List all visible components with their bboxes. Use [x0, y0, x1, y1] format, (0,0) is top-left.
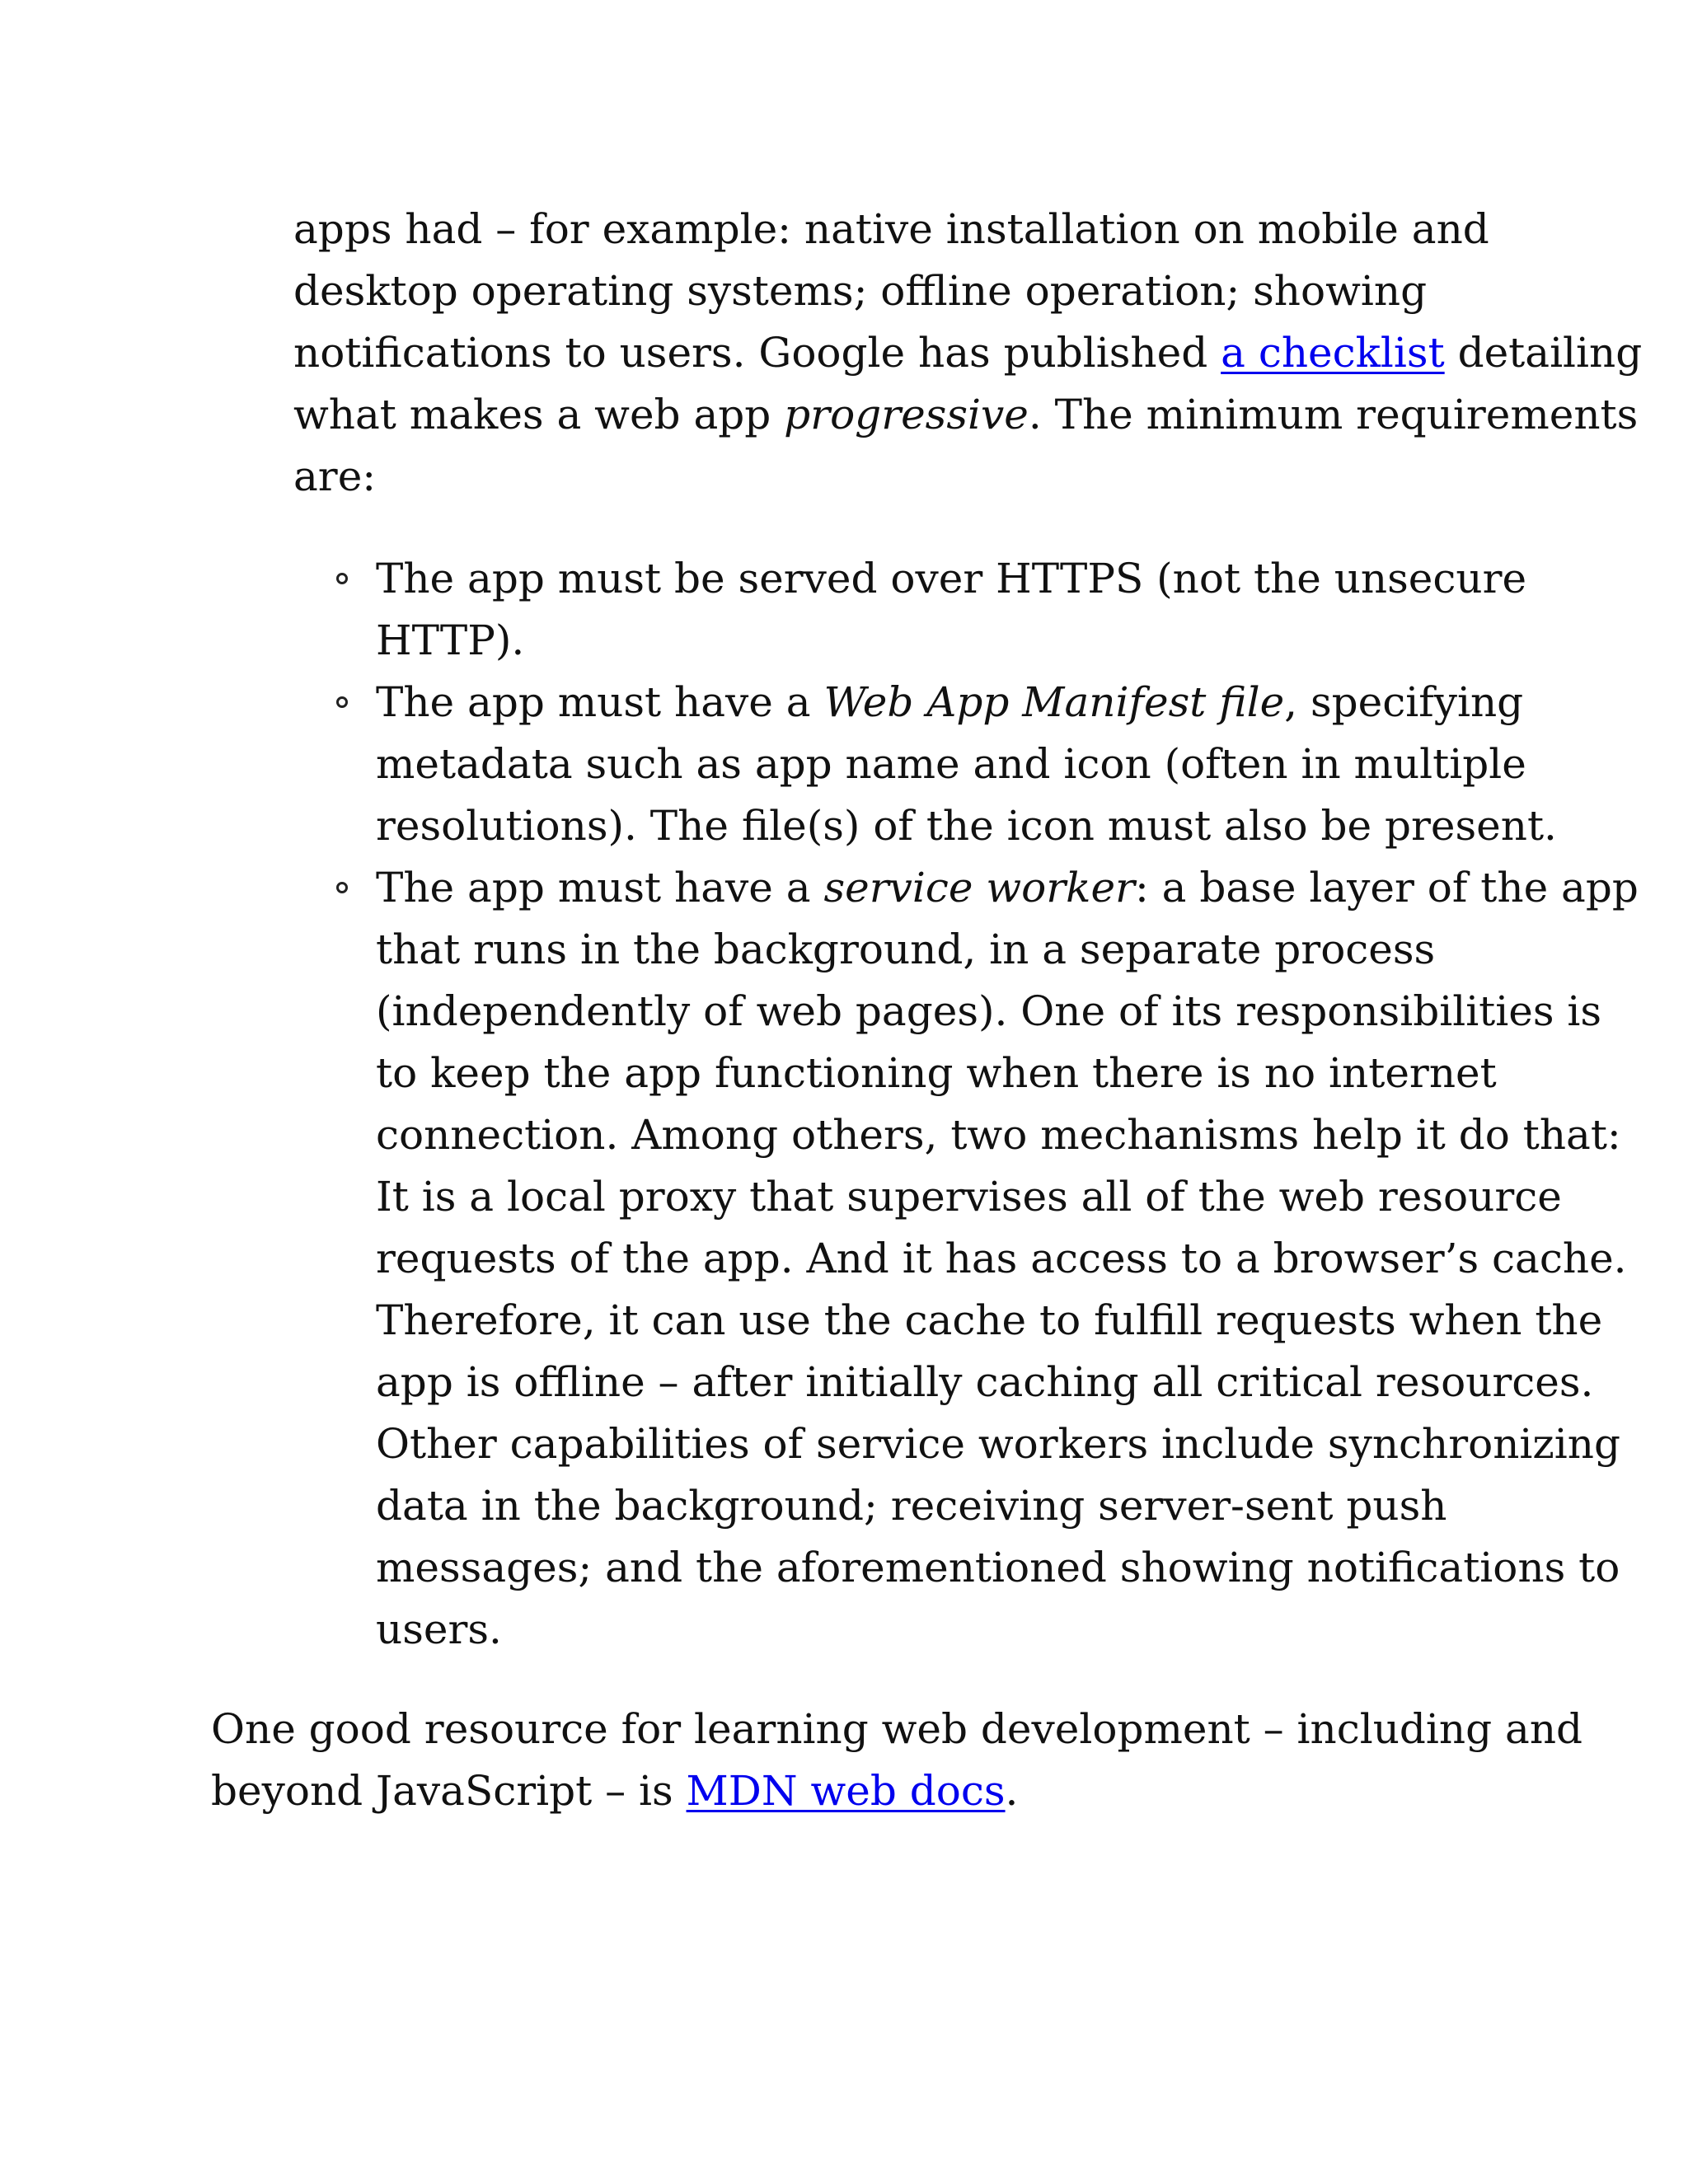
list-item-manifest — [293, 672, 1557, 857]
hollow-circle-bullet-icon — [336, 696, 348, 708]
manifest-line-3: resolutions). The file(s) of the icon must also be present. — [376, 802, 1557, 850]
worker-line-8: Therefore, it can use the cache to fulfill requests when the — [376, 1296, 1603, 1344]
list-item-service-worker — [293, 857, 1639, 1661]
hollow-circle-bullet-icon — [336, 573, 348, 584]
worker-line-1-text: The app must have a — [376, 864, 824, 912]
worker-line-11: data in the background; receiving server-sent push — [376, 1482, 1447, 1530]
manifest-line-1-tail: , specifying — [1284, 678, 1524, 726]
worker-line-6: It is a local proxy that supervises all of the web resource — [376, 1173, 1562, 1221]
worker-line-4: to keep the app functioning when there is no internet — [376, 1049, 1497, 1097]
intro-line-4 — [293, 384, 1639, 446]
worker-line-9: app is offline – after initially caching all critical resources. — [376, 1358, 1594, 1406]
intro-line-1: apps had – for example: native installation on mobile and — [293, 205, 1489, 253]
worker-line-12: messages; and the aforementioned showing notifications to — [376, 1544, 1620, 1591]
worker-line-3: (independently of web pages). One of its responsibilities is — [376, 987, 1602, 1035]
worker-line-7: requests of the app. And it has access to a browser’s cache. — [376, 1235, 1627, 1282]
requirements-list — [293, 548, 1639, 1661]
intro-line-2: desktop operating systems; offline operation; showing — [293, 267, 1428, 315]
https-line-1: The app must be served over HTTPS (not the unsecure — [376, 555, 1527, 602]
intro-line-4-text: what makes a web app — [293, 391, 785, 438]
intro-line-5: are: — [293, 452, 377, 500]
closing-line-2 — [211, 1760, 1480, 1822]
worker-line-1 — [376, 857, 1639, 919]
mdn-web-docs-link[interactable]: MDN web docs — [686, 1767, 1006, 1815]
progressive-emphasis: progressive — [784, 391, 1029, 438]
manifest-line-2: metadata such as app name and icon (often in multiple — [376, 740, 1526, 788]
manifest-emphasis: Web App Manifest file — [823, 678, 1285, 726]
closing-line-2-text: beyond JavaScript – is — [211, 1767, 687, 1815]
closing-line-2-tail: . — [1005, 1767, 1019, 1815]
worker-line-5: connection. Among others, two mechanisms help it do that: — [376, 1111, 1621, 1159]
indented-block — [293, 199, 1643, 1661]
intro-line-4-tail: . The minimum requirements — [1028, 391, 1639, 438]
worker-line-13: users. — [376, 1605, 502, 1653]
closing-paragraph — [211, 1699, 1583, 1822]
intro-paragraph — [293, 199, 1643, 508]
worker-line-10: Other capabilities of service workers include synchronizing — [376, 1420, 1620, 1468]
https-line-2: HTTP). — [376, 616, 525, 664]
list-item-https — [293, 548, 1527, 672]
closing-line-1: One good resource for learning web development – including and — [211, 1705, 1583, 1753]
intro-line-3 — [293, 322, 1643, 384]
checklist-link[interactable]: a checklist — [1221, 329, 1445, 377]
worker-line-1-tail: : a base layer of the app — [1134, 864, 1639, 912]
service-worker-emphasis: service worker — [823, 864, 1135, 912]
hollow-circle-bullet-icon — [336, 882, 348, 893]
worker-line-2: that runs in the background, in a separate process — [376, 926, 1436, 973]
intro-line-3-tail: detailing — [1444, 329, 1643, 377]
intro-line-3-text: notifications to users. Google has published — [293, 329, 1221, 377]
manifest-line-1-text: The app must have a — [376, 678, 824, 726]
manifest-line-1 — [376, 672, 1524, 733]
